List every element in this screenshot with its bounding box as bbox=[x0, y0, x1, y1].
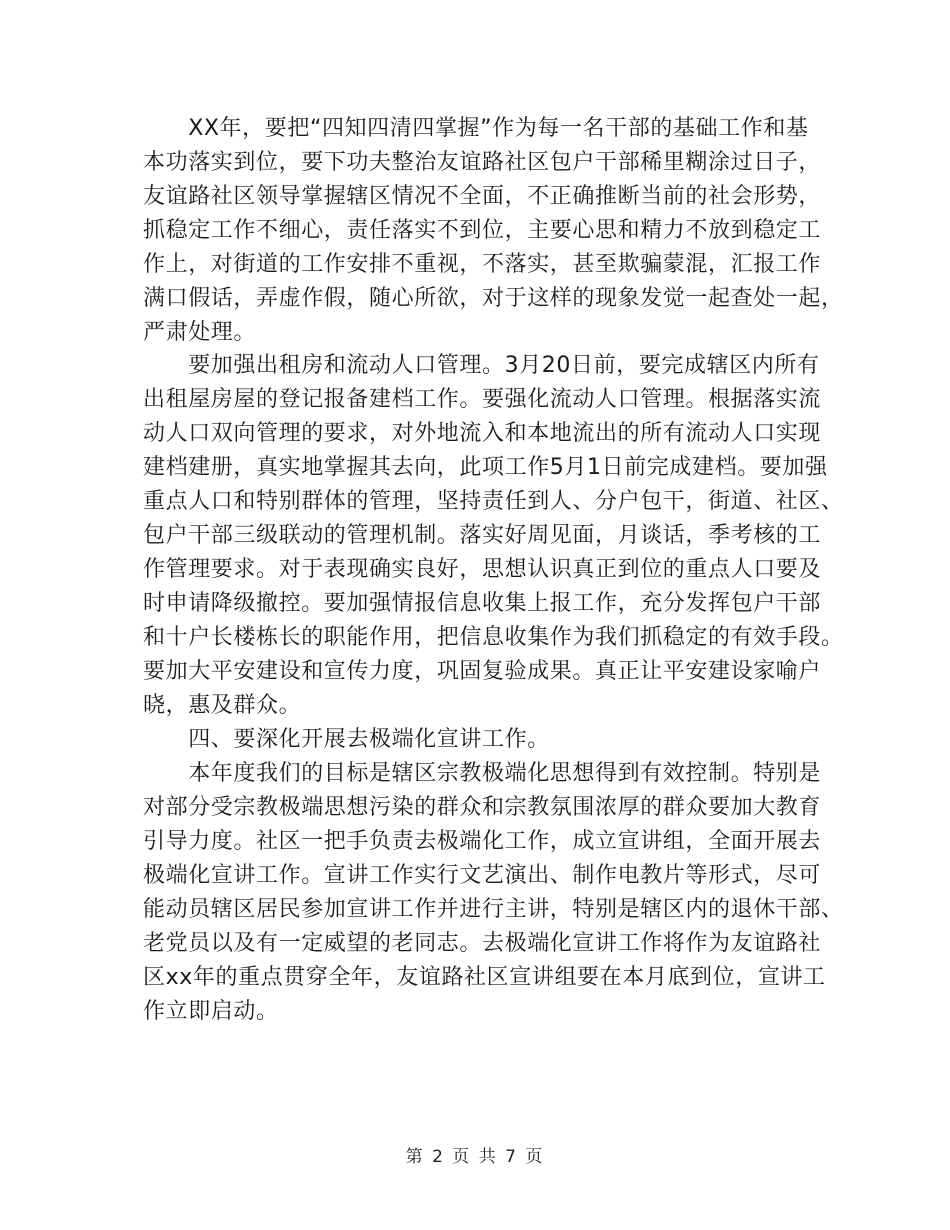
text-line: 本年度我们的目标是辖区宗教极端化思想得到有效控制。特别是 bbox=[143, 761, 822, 786]
text-line: 重点人口和特别群体的管理，坚持责任到人、分户包干，街道、社区、 bbox=[143, 489, 844, 514]
text-line: 要加强出租房和流动人口管理。3月20日前，要完成辖区内所有 bbox=[143, 353, 820, 378]
text-line: 和十户长楼栋长的职能作用，把信息收集作为我们抓稳定的有效手段。 bbox=[143, 625, 844, 650]
text-line: 作立即启动。 bbox=[143, 999, 279, 1024]
text-line: 满口假话，弄虚作假，随心所欲，对于这样的现象发觉一起查处一起， bbox=[143, 286, 844, 311]
text-line: 本功落实到位，要下功夫整治友谊路社区包户干部稀里糊涂过日子， bbox=[143, 150, 822, 175]
text-line: 要加大平安建设和宣传力度，巩固复验成果。真正让平安建设家喻户 bbox=[143, 659, 822, 684]
text-line: XX年，要把“四知四清四掌握”作为每一名干部的基础工作和基 bbox=[143, 116, 809, 141]
section-heading: 四、要深化开展去极端化宣讲工作。 bbox=[143, 727, 550, 752]
text-line: 晓，惠及群众。 bbox=[143, 693, 302, 718]
text-line: 作管理要求。对于表现确实良好，思想认识真正到位的重点人口要及 bbox=[143, 557, 822, 582]
text-line: 作上，对街道的工作安排不重视，不落实，甚至欺骗蒙混，汇报工作 bbox=[143, 252, 822, 277]
page-number-footer: 第 2 页 共 7 页 bbox=[405, 1147, 545, 1167]
text-line: 能动员辖区居民参加宣讲工作并进行主讲，特别是辖区内的退休干部、 bbox=[143, 897, 844, 922]
text-line: 引导力度。社区一把手负责去极端化工作，成立宣讲组，全面开展去 bbox=[143, 829, 822, 854]
text-line: 严肃处理。 bbox=[143, 320, 257, 345]
text-line: 建档建册，真实地掌握其去向，此项工作5月1日前完成建档。要加强 bbox=[143, 455, 828, 480]
text-line: 区xx年的重点贯穿全年，友谊路社区宣讲组要在本月底到位，宣讲工 bbox=[143, 965, 826, 990]
text-line: 时申请降级撤控。要加强情报信息收集上报工作，充分发挥包户干部 bbox=[143, 591, 822, 616]
text-line: 对部分受宗教极端思想污染的群众和宗教氛围浓厚的群众要加大教育 bbox=[143, 795, 822, 820]
text-line: 动人口双向管理的要求，对外地流入和本地流出的所有流动人口实现 bbox=[143, 421, 822, 446]
text-line: 极端化宣讲工作。宣讲工作实行文艺演出、制作电教片等形式，尽可 bbox=[143, 863, 822, 888]
text-line: 老党员以及有一定威望的老同志。去极端化宣讲工作将作为友谊路社 bbox=[143, 931, 822, 956]
text-line: 出租屋房屋的登记报备建档工作。要强化流动人口管理。根据落实流 bbox=[143, 387, 822, 412]
text-line: 包户干部三级联动的管理机制。落实好周见面，月谈话，季考核的工 bbox=[143, 523, 822, 548]
text-line: 友谊路社区领导掌握辖区情况不全面，不正确推断当前的社会形势， bbox=[143, 184, 822, 209]
text-line: 抓稳定工作不细心，责任落实不到位，主要心思和精力不放到稳定工 bbox=[143, 218, 822, 243]
